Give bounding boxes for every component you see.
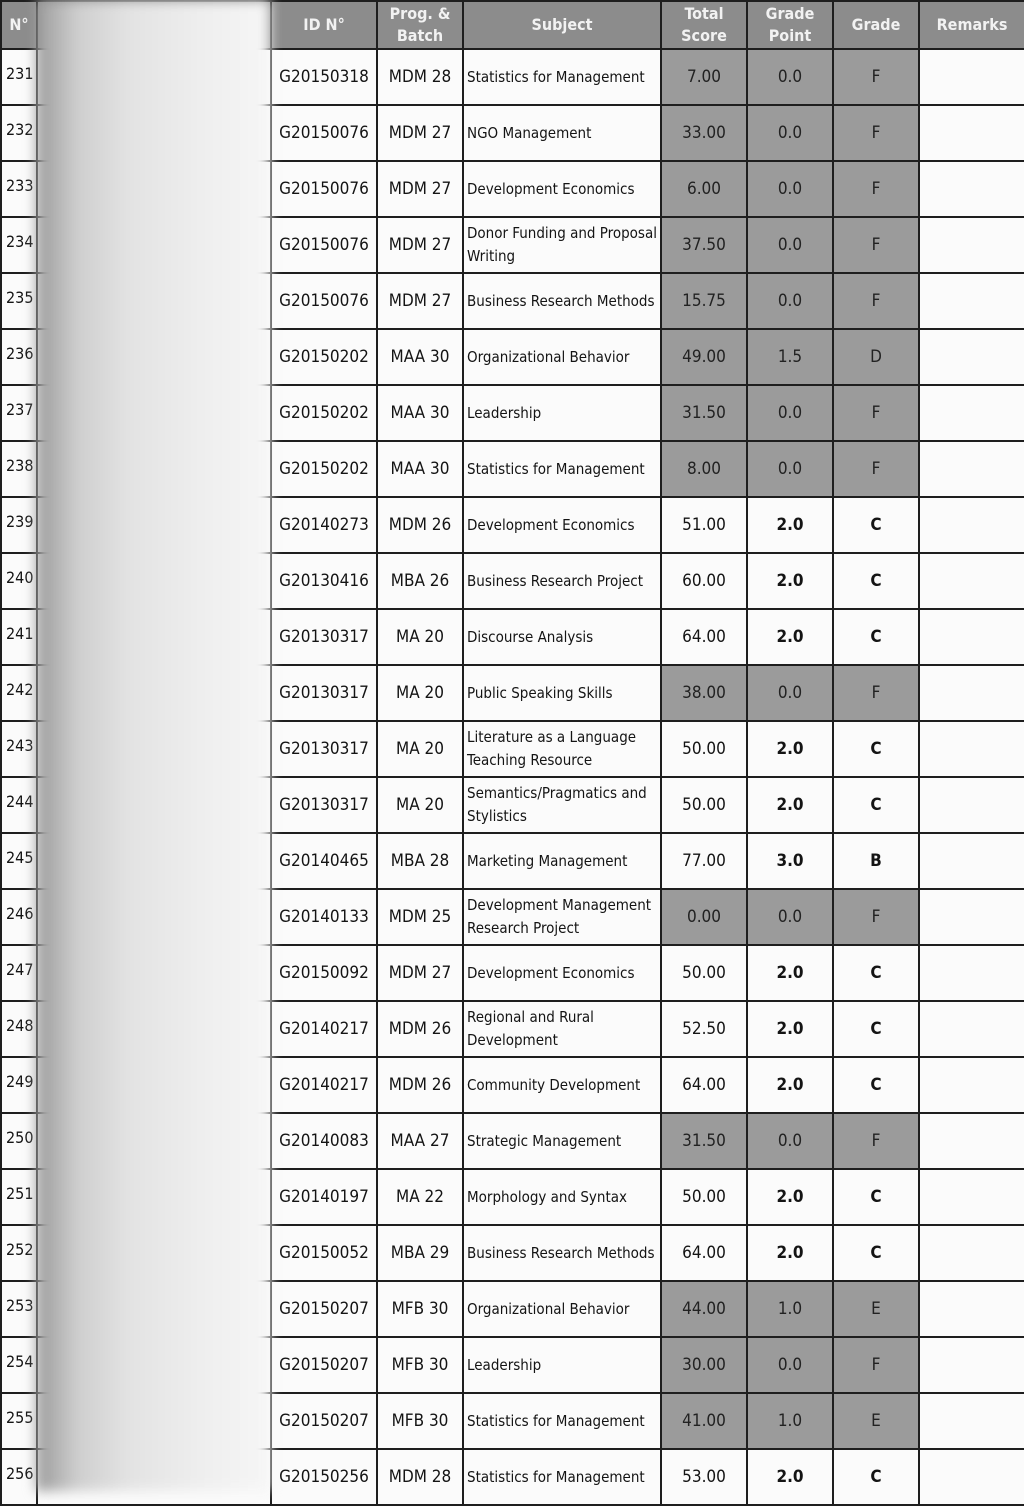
subject: Development Economics — [463, 945, 661, 1001]
program-batch: MAA 30 — [377, 329, 463, 385]
subject: Organizational Behavior — [463, 1281, 661, 1337]
program-batch: MDM 25 — [377, 889, 463, 945]
remarks — [919, 105, 1024, 161]
program-batch: MDM 27 — [377, 945, 463, 1001]
grade-point: 0.0 — [747, 105, 833, 161]
program-batch: MBA 26 — [377, 553, 463, 609]
grade: F — [833, 49, 919, 105]
grade-point: 1.5 — [747, 329, 833, 385]
grade: C — [833, 1449, 919, 1505]
subject: Statistics for Management — [463, 1449, 661, 1505]
student-id: G20150076 — [271, 161, 377, 217]
grade: E — [833, 1393, 919, 1449]
student-id: G20150052 — [271, 1225, 377, 1281]
program-batch: MAA 27 — [377, 1113, 463, 1169]
grade-point: 3.0 — [747, 833, 833, 889]
subject: Donor Funding and Proposal Writing — [463, 217, 661, 273]
row-number: 238 — [1, 441, 37, 497]
subject: Development Economics — [463, 161, 661, 217]
grade: C — [833, 1169, 919, 1225]
total-score: 31.50 — [661, 385, 747, 441]
grade-point: 0.0 — [747, 889, 833, 945]
remarks — [919, 1225, 1024, 1281]
student-id: G20150076 — [271, 273, 377, 329]
grade-point: 2.0 — [747, 1449, 833, 1505]
student-id: G20140465 — [271, 833, 377, 889]
total-score: 49.00 — [661, 329, 747, 385]
subject: Literature as a Language Teaching Resource — [463, 721, 661, 777]
student-id: G20150318 — [271, 49, 377, 105]
program-batch: MA 20 — [377, 721, 463, 777]
grade: F — [833, 217, 919, 273]
grade: B — [833, 833, 919, 889]
subject: Discourse Analysis — [463, 609, 661, 665]
grade: F — [833, 889, 919, 945]
total-score: 38.00 — [661, 665, 747, 721]
remarks — [919, 833, 1024, 889]
grade: C — [833, 1225, 919, 1281]
program-batch: MFB 30 — [377, 1281, 463, 1337]
grade-point: 0.0 — [747, 49, 833, 105]
student-id: G20130317 — [271, 609, 377, 665]
grade: F — [833, 273, 919, 329]
grade-point: 2.0 — [747, 1169, 833, 1225]
row-number: 237 — [1, 385, 37, 441]
row-number: 254 — [1, 1337, 37, 1393]
grade: F — [833, 385, 919, 441]
student-id: G20150256 — [271, 1449, 377, 1505]
row-number: 234 — [1, 217, 37, 273]
remarks — [919, 665, 1024, 721]
row-number: 233 — [1, 161, 37, 217]
remarks — [919, 1057, 1024, 1113]
total-score: 33.00 — [661, 105, 747, 161]
subject: Strategic Management — [463, 1113, 661, 1169]
row-number: 245 — [1, 833, 37, 889]
total-score: 15.75 — [661, 273, 747, 329]
row-number: 248 — [1, 1001, 37, 1057]
program-batch: MAA 30 — [377, 385, 463, 441]
program-batch: MDM 28 — [377, 1449, 463, 1505]
program-batch: MFB 30 — [377, 1337, 463, 1393]
total-score: 64.00 — [661, 1225, 747, 1281]
total-score: 30.00 — [661, 1337, 747, 1393]
grade: F — [833, 665, 919, 721]
grade: C — [833, 553, 919, 609]
grade: C — [833, 609, 919, 665]
program-batch: MDM 26 — [377, 1001, 463, 1057]
student-id: G20150207 — [271, 1393, 377, 1449]
student-id: G20150202 — [271, 441, 377, 497]
program-batch: MDM 27 — [377, 217, 463, 273]
grade: F — [833, 161, 919, 217]
row-number: 244 — [1, 777, 37, 833]
total-score: 44.00 — [661, 1281, 747, 1337]
grade-point: 2.0 — [747, 497, 833, 553]
remarks — [919, 441, 1024, 497]
total-score: 52.50 — [661, 1001, 747, 1057]
subject: Business Research Project — [463, 553, 661, 609]
program-batch: MBA 29 — [377, 1225, 463, 1281]
subject: Business Research Methods — [463, 1225, 661, 1281]
row-number: 251 — [1, 1169, 37, 1225]
row-number: 241 — [1, 609, 37, 665]
row-number: 242 — [1, 665, 37, 721]
total-score: 6.00 — [661, 161, 747, 217]
subject: Leadership — [463, 385, 661, 441]
student-id: G20140217 — [271, 1001, 377, 1057]
program-batch: MA 22 — [377, 1169, 463, 1225]
grade-point: 2.0 — [747, 777, 833, 833]
grade: C — [833, 497, 919, 553]
grade-point: 2.0 — [747, 721, 833, 777]
grade-point: 0.0 — [747, 441, 833, 497]
subject: Statistics for Management — [463, 441, 661, 497]
grade: F — [833, 1337, 919, 1393]
subject: Organizational Behavior — [463, 329, 661, 385]
header-grade: Grade — [833, 1, 919, 49]
remarks — [919, 49, 1024, 105]
subject: Community Development — [463, 1057, 661, 1113]
grade-point: 0.0 — [747, 161, 833, 217]
student-id: G20140133 — [271, 889, 377, 945]
total-score: 50.00 — [661, 777, 747, 833]
subject: Leadership — [463, 1337, 661, 1393]
student-id: G20150076 — [271, 105, 377, 161]
grade-point: 2.0 — [747, 1001, 833, 1057]
header-id: ID N° — [271, 1, 377, 49]
grade-point: 2.0 — [747, 553, 833, 609]
grade: F — [833, 441, 919, 497]
program-batch: MA 20 — [377, 777, 463, 833]
program-batch: MAA 30 — [377, 441, 463, 497]
student-id: G20140217 — [271, 1057, 377, 1113]
student-id: G20150202 — [271, 385, 377, 441]
row-number: 255 — [1, 1393, 37, 1449]
row-number: 256 — [1, 1449, 37, 1505]
header-prog-batch: Prog. & Batch — [377, 1, 463, 49]
grade: E — [833, 1281, 919, 1337]
remarks — [919, 217, 1024, 273]
grade: D — [833, 329, 919, 385]
program-batch: MDM 28 — [377, 49, 463, 105]
total-score: 53.00 — [661, 1449, 747, 1505]
total-score: 64.00 — [661, 609, 747, 665]
total-score: 37.50 — [661, 217, 747, 273]
subject: Semantics/Pragmatics and Stylistics — [463, 777, 661, 833]
program-batch: MDM 26 — [377, 497, 463, 553]
total-score: 50.00 — [661, 1169, 747, 1225]
grade-point: 2.0 — [747, 945, 833, 1001]
grade-point: 0.0 — [747, 1113, 833, 1169]
total-score: 77.00 — [661, 833, 747, 889]
grade-point: 1.0 — [747, 1281, 833, 1337]
grade: C — [833, 721, 919, 777]
remarks — [919, 945, 1024, 1001]
remarks — [919, 889, 1024, 945]
grade: F — [833, 1113, 919, 1169]
header-no: N° — [1, 1, 37, 49]
total-score: 64.00 — [661, 1057, 747, 1113]
student-id: G20130416 — [271, 553, 377, 609]
student-id: G20150202 — [271, 329, 377, 385]
grade: C — [833, 777, 919, 833]
program-batch: MFB 30 — [377, 1393, 463, 1449]
subject: Public Speaking Skills — [463, 665, 661, 721]
subject: Business Research Methods — [463, 273, 661, 329]
remarks — [919, 1281, 1024, 1337]
grade: C — [833, 1001, 919, 1057]
row-number: 235 — [1, 273, 37, 329]
subject: Statistics for Management — [463, 1393, 661, 1449]
grade-point: 0.0 — [747, 385, 833, 441]
program-batch: MDM 27 — [377, 161, 463, 217]
total-score: 31.50 — [661, 1113, 747, 1169]
remarks — [919, 1337, 1024, 1393]
remarks — [919, 777, 1024, 833]
remarks — [919, 161, 1024, 217]
grade-point: 2.0 — [747, 1057, 833, 1113]
student-id: G20150092 — [271, 945, 377, 1001]
grade: F — [833, 105, 919, 161]
grade-point: 2.0 — [747, 609, 833, 665]
subject: Statistics for Management — [463, 49, 661, 105]
total-score: 50.00 — [661, 721, 747, 777]
row-number: 250 — [1, 1113, 37, 1169]
row-number: 231 — [1, 49, 37, 105]
row-number: 246 — [1, 889, 37, 945]
remarks — [919, 273, 1024, 329]
remarks — [919, 1393, 1024, 1449]
header-subject: Subject — [463, 1, 661, 49]
grade-point: 1.0 — [747, 1393, 833, 1449]
subject: Morphology and Syntax — [463, 1169, 661, 1225]
grade: C — [833, 1057, 919, 1113]
student-id: G20130317 — [271, 665, 377, 721]
program-batch: MDM 26 — [377, 1057, 463, 1113]
student-id: G20150076 — [271, 217, 377, 273]
program-batch: MA 20 — [377, 665, 463, 721]
grade-point: 2.0 — [747, 1225, 833, 1281]
row-number: 252 — [1, 1225, 37, 1281]
student-id: G20140273 — [271, 497, 377, 553]
subject: Development Management Research Project — [463, 889, 661, 945]
total-score: 0.00 — [661, 889, 747, 945]
header-grade-point: Grade Point — [747, 1, 833, 49]
header-remarks: Remarks — [919, 1, 1024, 49]
student-id: G20140083 — [271, 1113, 377, 1169]
row-number: 243 — [1, 721, 37, 777]
redacted-names-column — [36, 0, 270, 1491]
remarks — [919, 609, 1024, 665]
subject: NGO Management — [463, 105, 661, 161]
grade: C — [833, 945, 919, 1001]
remarks — [919, 1169, 1024, 1225]
grade-point: 0.0 — [747, 665, 833, 721]
remarks — [919, 497, 1024, 553]
total-score: 60.00 — [661, 553, 747, 609]
remarks — [919, 385, 1024, 441]
student-id: G20140197 — [271, 1169, 377, 1225]
grade-point: 0.0 — [747, 217, 833, 273]
program-batch: MA 20 — [377, 609, 463, 665]
total-score: 8.00 — [661, 441, 747, 497]
row-number: 232 — [1, 105, 37, 161]
row-number: 240 — [1, 553, 37, 609]
remarks — [919, 329, 1024, 385]
row-number: 236 — [1, 329, 37, 385]
header-total-score: Total Score — [661, 1, 747, 49]
grade-point: 0.0 — [747, 273, 833, 329]
total-score: 41.00 — [661, 1393, 747, 1449]
program-batch: MDM 27 — [377, 273, 463, 329]
subject: Development Economics — [463, 497, 661, 553]
total-score: 51.00 — [661, 497, 747, 553]
row-number: 253 — [1, 1281, 37, 1337]
subject: Regional and Rural Development — [463, 1001, 661, 1057]
row-number: 249 — [1, 1057, 37, 1113]
program-batch: MBA 28 — [377, 833, 463, 889]
program-batch: MDM 27 — [377, 105, 463, 161]
remarks — [919, 721, 1024, 777]
grade-point: 0.0 — [747, 1337, 833, 1393]
row-number: 247 — [1, 945, 37, 1001]
row-number: 239 — [1, 497, 37, 553]
total-score: 7.00 — [661, 49, 747, 105]
student-id: G20130317 — [271, 777, 377, 833]
total-score: 50.00 — [661, 945, 747, 1001]
remarks — [919, 553, 1024, 609]
remarks — [919, 1449, 1024, 1505]
subject: Marketing Management — [463, 833, 661, 889]
student-id: G20150207 — [271, 1281, 377, 1337]
student-id: G20150207 — [271, 1337, 377, 1393]
student-id: G20130317 — [271, 721, 377, 777]
remarks — [919, 1001, 1024, 1057]
remarks — [919, 1113, 1024, 1169]
